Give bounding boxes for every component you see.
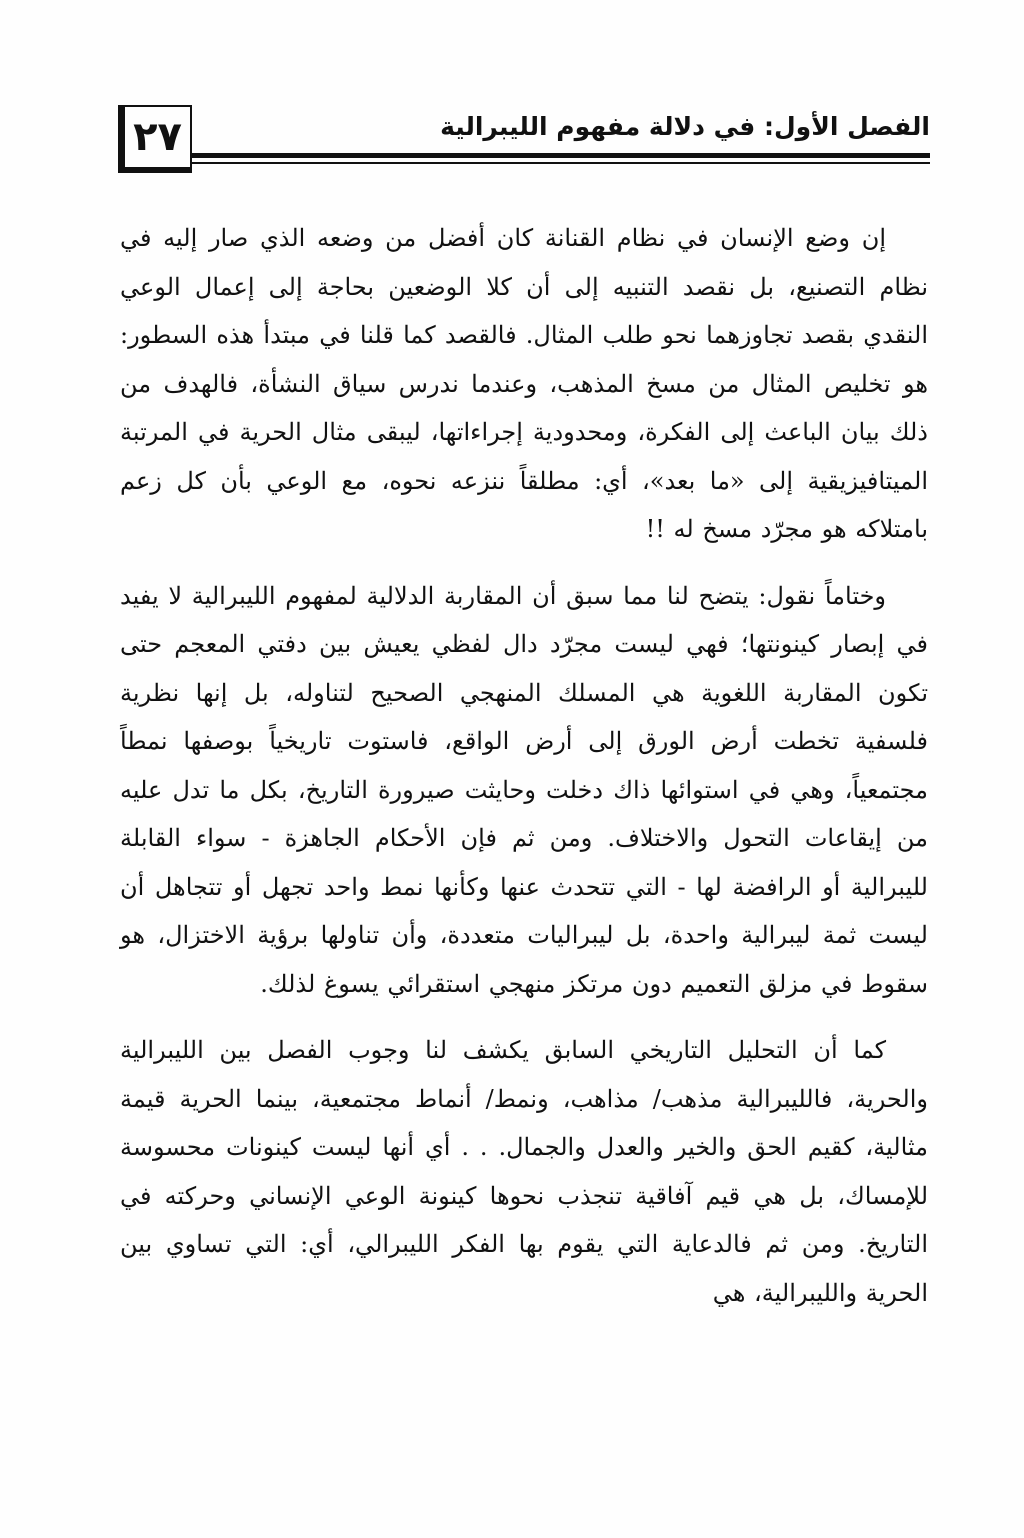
page-number-box xyxy=(118,105,192,173)
chapter-title: الفصل الأول: في دلالة مفهوم الليبرالية xyxy=(440,112,930,141)
paragraph-2: وختاماً نقول: يتضح لنا مما سبق أن المقاربة الدلالية لمفهوم الليبرالية لا يفيد في إبصار كينونتها؛ فهي ليست مجرّد دال لفظي يعيش بين دفتي المعجم حتى تكون المقاربة اللغوية هي المسلك المنهجي الصحيح لتناوله، بل إنها نظرية فلسفية تخطت أرض الورق إلى أرض الواقع، فاستوت تاريخياً بوصفها نمطاً مجتمعياً، وهي في استوائها ذاك دخلت وحايثت صيرورة التاريخ، بكل ما تدل عليه من إيقاعات التحول والاختلاف. ومن ثم فإن الأحكام الجاهزة - سواء القابلة لليبرالية أو الرافضة لها - التي تتحدث عنها وكأنها نمط واحد تجهل أو تتجاهل أن ليست ثمة ليبرالية واحدة، بل ليبراليات متعددة، وأن تناولها برؤية الاختزال، هو سقوط في مزلق التعميم دون مرتكز منهجي استقرائي يسوغ لذلك. xyxy=(120,581,928,998)
paragraph-3: كما أن التحليل التاريخي السابق يكشف لنا وجوب الفصل بين الليبرالية والحرية، فالليبرالية مذهب/ مذاهب، ونمط/ أنماط مجتمعية، بينما الحرية قيمة مثالية، كقيم الحق والخير والعدل والجمال. . . أي أنها ليست كينونات محسوسة للإمساك، بل هي قيم آفاقية تنجذب نحوها كينونة الوعي الإنساني وحركته في التاريخ. ومن ثم فالدعاية التي يقوم بها الفكر الليبرالي، أي: التي تساوي بين الحرية والليبرالية، هي xyxy=(120,1036,929,1307)
page-header xyxy=(118,100,930,186)
header-rule-thin xyxy=(192,162,930,164)
header-rule-thick xyxy=(192,153,930,158)
page-number: ٢٧ xyxy=(133,114,182,160)
paragraph-gap xyxy=(120,1008,928,1026)
paragraph-1: إن وضع الإنسان في نظام القنانة كان أفضل من وضعه الذي صار إليه في نظام التصنيع، بل نقصد التنبيه إلى أن كلا الوضعين بحاجة إلى إعمال الوعي النقدي بقصد تجاوزهما نحو طلب المثال. فالقصد كما قلنا في مبتدأ هذه السطور: هو تخليص المثال من مسخ المذهب، وعندما ندرس سياق النشأة، فالهدف من ذلك بيان الباعث إلى الفكرة، ومحدودية إجراءاتها، ليبقى مثال الحرية في المرتبة الميتافيزيقية إلى «ما بعد»، أي: مطلقاً ننزعه نحوه، مع الوعي بأن كل زعم بامتلاكه هو مجرّد مسخ له !! xyxy=(120,224,928,543)
paragraph-gap xyxy=(120,554,928,572)
body-text xyxy=(120,214,928,1317)
